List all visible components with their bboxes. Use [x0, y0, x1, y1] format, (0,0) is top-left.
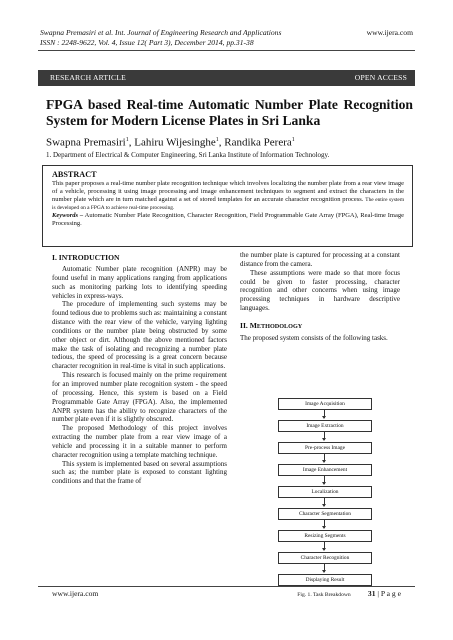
paragraph: This system is implemented based on several assumptions such as; the number plate is exposed to constant lighting conditions and that the frame of — [52, 459, 227, 486]
flow-arrow — [324, 409, 325, 418]
affiliation-marker: 1 — [125, 137, 129, 143]
section-number: II. — [240, 320, 250, 330]
author-name: Swapna Premasiri — [46, 136, 126, 149]
header-url-link[interactable]: www.ijera.com — [366, 28, 413, 37]
flow-arrow — [324, 431, 325, 440]
affiliation: 1. Department of Electrical & Computer Engineering, Sri Lanka Institute of Information Technology. — [46, 151, 330, 159]
flow-arrow — [324, 453, 325, 462]
paragraph: The proposed system consists of the following tasks. — [240, 333, 388, 342]
page-label: | P a g e — [375, 589, 401, 598]
paragraph: Automatic Number plate recognition (ANPR) may be found useful in many applications ranging from applications such as monitoring parking lots to identifying speeding vehicles in express-ways. — [52, 265, 227, 300]
keywords — [52, 212, 404, 228]
paragraph: These assumptions were made so that more focus could be given to faster processing, character recognition and other concerns when using image processing techniques in hardware descriptive languages. — [240, 268, 400, 313]
citation-line-2: ISSN : 2248-9622, Vol. 4, Issue 12( Part 3), December 2014, pp.31-38 — [40, 38, 254, 47]
flow-step-box: Image Acquisition — [278, 398, 372, 410]
flow-arrow — [324, 519, 325, 528]
flow-step-box: Character Recognition — [278, 552, 372, 564]
header-rule — [38, 50, 415, 51]
paragraph: The proposed Methodology of this project involves extracting the number plate from a rear view image of a vehicle and processing it in a suitable manner to perform character recognition using a template matching technique. — [52, 424, 227, 459]
flow-arrow — [324, 541, 325, 550]
flow-step-box: Localization — [278, 486, 372, 498]
figure-caption: Fig. 1. Task Breakdown — [297, 592, 351, 598]
page-number-value: 31 — [367, 589, 376, 598]
abstract-box — [42, 165, 413, 247]
page-number — [368, 589, 401, 599]
running-header — [40, 28, 413, 48]
right-column — [240, 251, 400, 343]
flow-step-box: Displaying Result — [278, 574, 372, 586]
author-separator: , — [128, 136, 135, 149]
paragraph: This research is focused mainly on the prime requirement for an improved number plate recognition system - the speed of processing. Hence, this system is based on a Field Programmable Gate Array (FPGA). Also, the implemented ANPR system has the ability to recognize characters of the number plate even if it is slightly obscured. — [52, 371, 227, 424]
abstract-body: This paper proposes a real-time number plate recognition technique which involves localizing the number plate from a rear view image of a vehicle, processing it using image processing and image enhancement techniques to segment and extract the characters in the number plate which are in turn matched against a set of stored templates for an accurate character recognition process. — [52, 180, 404, 204]
flow-step-box: Character Segmentation — [278, 508, 372, 520]
affiliation-marker: 1 — [291, 137, 295, 143]
article-type-band — [38, 70, 415, 86]
paper-title: FPGA based Real-time Automatic Number Plate Recognition System for Modern License Plates in Sri Lanka — [46, 97, 413, 128]
affiliation-marker: 1 — [215, 137, 219, 143]
author-name: Randika Perera — [224, 136, 292, 149]
flow-step-box: Image Enhancement — [278, 464, 372, 476]
section-number: I. — [52, 253, 59, 262]
flow-step-box: Resizing Segments — [278, 530, 372, 542]
keywords-text: Automatic Number Plate Recognition, Character Recognition, Field Programmable Gate Array (FPGA), Real-time Image Processing. — [52, 212, 404, 228]
flow-step-box: Image Extraction — [278, 420, 372, 432]
abstract-heading: ABSTRACT — [52, 170, 97, 179]
footer-url-link[interactable]: www.ijera.com — [52, 589, 99, 598]
keywords-label: Keywords – — [52, 212, 84, 220]
page-footer — [52, 589, 401, 599]
section-title: INTRODUCTION — [58, 253, 120, 262]
citation-line-1: Swapna Premasiri et al. Int. Journal of Engineering Research and Applications — [40, 28, 282, 37]
paragraph: the number plate is captured for processing at a constant distance from the camera. — [240, 251, 400, 268]
paragraph: The procedure of implementing such systems may be found tedious due to problems such as: maintaining a constant distance with the rear view of the vehicle, varying lighting conditions or the number plate being obstructed by some other object or dirt. Although the above mentioned factors make the task of isolating and recognizing a number plate tedious, the speed of processing is a great concern because character recognition in real-time is vital in such applications. — [52, 300, 227, 371]
open-access-label: OPEN ACCESS — [354, 73, 407, 82]
author-list — [46, 134, 295, 150]
section-heading-introduction — [52, 253, 227, 263]
author-separator: , — [218, 136, 225, 149]
abstract-small-text: The entire system is developed on a FPGA to achieve real-time processing. — [52, 197, 405, 212]
research-article-label: RESEARCH ARTICLE — [50, 73, 126, 82]
footer-rule — [38, 586, 415, 587]
flow-arrow — [324, 497, 325, 506]
flow-arrow — [324, 563, 325, 572]
section-title-initial: M — [249, 320, 257, 330]
author-name: Lahiru Wijesinghe — [134, 136, 216, 149]
section-heading-methodology — [240, 321, 400, 332]
left-column — [52, 253, 227, 486]
section-title-rest: ETHODOLOGY — [256, 322, 303, 330]
abstract-text — [52, 180, 404, 212]
flow-arrow — [324, 475, 325, 484]
flow-step-box: Pre-process Image — [278, 442, 372, 454]
